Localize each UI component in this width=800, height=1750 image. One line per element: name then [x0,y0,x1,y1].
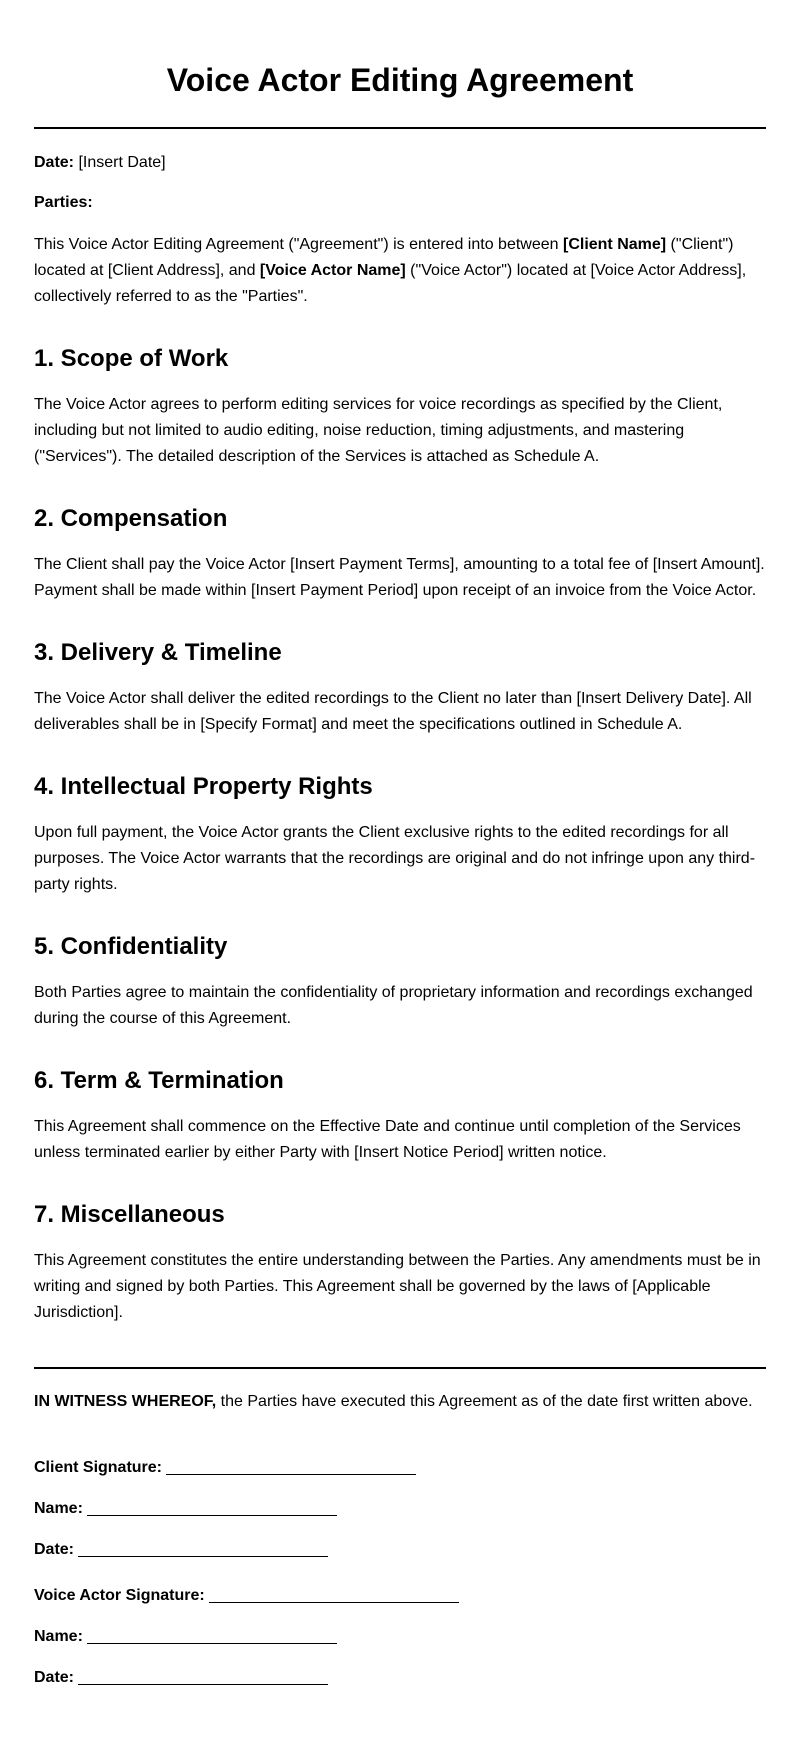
voice-actor-name-line [34,1624,766,1650]
section-body: The Client shall pay the Voice Actor [Insert Payment Terms], amounting to a total fee of [Insert Amount]. Payment shall be made within [Insert Payment Period] upon receipt of an invoice from the Voice Actor. [34,556,765,599]
section-heading: 5. Confidentiality [34,933,228,960]
title-divider [34,127,766,129]
section-heading: 3. Delivery & Timeline [34,639,282,666]
date-line [34,150,766,176]
date-label: Date: [34,154,75,171]
voice-actor-name-blank [87,1643,337,1644]
section-confidentiality [34,932,766,1032]
client-signature-blank [166,1474,416,1475]
witness-bold: IN WITNESS WHEREOF, [34,1393,217,1410]
witness-statement [34,1389,766,1415]
section-intellectual-property [34,772,766,898]
section-body: Upon full payment, the Voice Actor grants the Client exclusive rights to the edited recordings for all purposes. The Voice Actor warrants that the recordings are original and do not infringe upon any third-party rights. [34,824,756,893]
section-term-termination [34,1066,766,1166]
section-delivery-timeline [34,638,766,738]
voice-actor-date-label: Date: [34,1669,75,1686]
section-heading: 2. Compensation [34,505,228,532]
section-heading: 7. Miscellaneous [34,1201,225,1228]
date-value: [Insert Date] [74,154,166,171]
voice-actor-name-label: Name: [34,1628,83,1645]
section-heading: 4. Intellectual Property Rights [34,773,373,800]
client-name-label: Name: [34,1500,83,1517]
client-name-line [34,1496,766,1522]
parties-label-text: Parties: [34,194,93,211]
section-body: Both Parties agree to maintain the confidentiality of proprietary information and recordings exchanged during the course of this Agreement. [34,984,753,1027]
voice-actor-name-placeholder: [Voice Actor Name] [259,262,406,279]
section-scope-of-work [34,344,766,470]
section-body: The Voice Actor shall deliver the edited recordings to the Client no later than [Insert Delivery Date]. All deliverables shall be in [Specify Format] and meet the specifications outlined in Schedule A. [34,690,752,733]
client-name-blank [87,1515,337,1516]
intro-text-2: ("Client") located at [Client Address], and [34,236,734,279]
intro-paragraph [34,232,766,310]
client-signature-line [34,1455,766,1481]
client-name-placeholder: [Client Name] [562,236,667,253]
intro-text-1: This Voice Actor Editing Agreement ("Agreement") is entered into between [34,236,563,253]
voice-actor-signature-line [34,1583,766,1609]
section-body: This Agreement shall commence on the Effective Date and continue until completion of the Services unless terminated earlier by either Party with [Insert Notice Period] written notice. [34,1118,741,1161]
client-date-label: Date: [34,1541,75,1558]
parties-label [34,190,766,216]
voice-actor-signature-blank [209,1602,459,1603]
voice-actor-date-blank [78,1684,328,1685]
client-date-line [34,1537,766,1563]
section-heading: 6. Term & Termination [34,1067,284,1094]
section-compensation [34,504,766,604]
section-heading: 1. Scope of Work [34,345,229,372]
section-body: This Agreement constitutes the entire understanding between the Parties. Any amendments must be in writing and signed by both Parties. This Agreement shall be governed by the laws of [Applicable Jurisdiction]. [34,1252,761,1321]
client-signature-label: Client Signature: [34,1459,163,1476]
voice-actor-signature-label: Voice Actor Signature: [34,1587,205,1604]
signature-divider [34,1367,766,1369]
witness-text: the Parties have executed this Agreement as of the date first written above. [216,1393,753,1410]
intro-text-3: ("Voice Actor") located at [Voice Actor Address], collectively referred to as the "Parties". [34,262,747,305]
section-miscellaneous [34,1200,766,1326]
document-title: Voice Actor Editing Agreement [166,62,634,98]
client-date-blank [78,1556,328,1557]
voice-actor-date-line [34,1665,766,1691]
section-body: The Voice Actor agrees to perform editing services for voice recordings as specified by the Client, including but not limited to audio editing, noise reduction, timing adjustments, and mastering ("Services"). The detailed description of the Services is attached as Schedule A. [34,396,723,465]
